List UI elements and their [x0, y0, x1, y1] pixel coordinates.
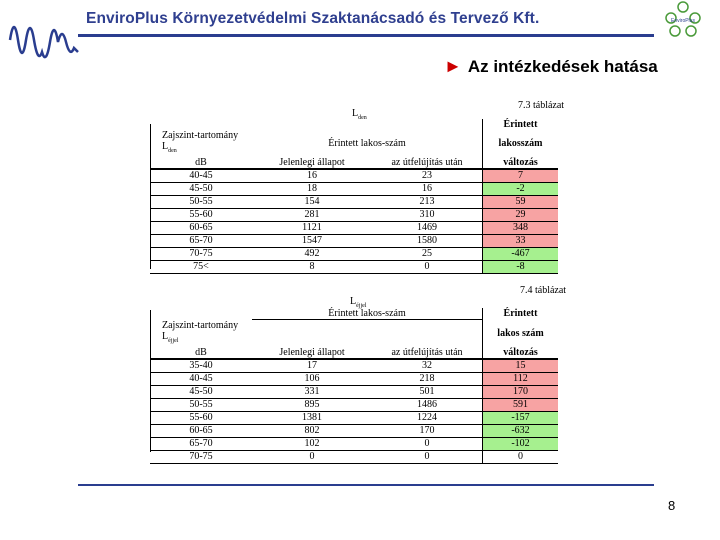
current-cell: 492 [252, 248, 372, 261]
change-cell: 591 [483, 398, 559, 411]
table-row [150, 222, 558, 235]
after-cell: 310 [372, 209, 483, 222]
change-cell: 112 [483, 372, 559, 385]
after-cell: 32 [372, 359, 483, 373]
table2-level-label: $L_{éjjel}$ [350, 296, 367, 309]
current-cell: 281 [252, 209, 372, 222]
table-row [150, 248, 558, 261]
after-cell: 501 [372, 385, 483, 398]
after-cell: 16 [372, 183, 483, 196]
header-divider [78, 34, 654, 37]
range-cell: 65-70 [150, 235, 252, 248]
current-cell: 102 [252, 437, 372, 450]
company-title: EnviroPlus Környezetvédelmi Szaktanácsadó és Tervező Kft. [86, 10, 540, 27]
table1-change-header-1: Érintett [483, 119, 559, 130]
table-row [150, 261, 558, 274]
after-cell: 1486 [372, 398, 483, 411]
range-cell: 40-45 [150, 169, 252, 183]
change-cell: -8 [483, 261, 559, 274]
change-cell: -632 [483, 424, 559, 437]
current-cell: 331 [252, 385, 372, 398]
after-cell: 1469 [372, 222, 483, 235]
current-cell: 18 [252, 183, 372, 196]
range-cell: 60-65 [150, 424, 252, 437]
change-cell: 33 [483, 235, 559, 248]
after-cell: 0 [372, 261, 483, 274]
table-row [150, 196, 558, 209]
range-cell: 45-50 [150, 385, 252, 398]
table2-after-header: az útfelújítás után [372, 347, 483, 359]
after-cell: 0 [372, 450, 483, 463]
table-row [150, 424, 558, 437]
table-row [150, 359, 558, 373]
change-cell: -2 [483, 183, 559, 196]
play-arrow-icon: ► [444, 56, 462, 76]
table2 [150, 308, 558, 464]
table-row [150, 398, 558, 411]
table1-change-header-2: lakosszám [483, 130, 559, 157]
current-cell: 1381 [252, 411, 372, 424]
table2-unit-header: dB [150, 347, 252, 359]
after-cell: 1224 [372, 411, 483, 424]
logo-wave-icon [8, 12, 80, 68]
table2-change-header-2: lakos szám [483, 320, 559, 347]
range-cell: 70-75 [150, 450, 252, 463]
range-cell: 40-45 [150, 372, 252, 385]
after-cell: 218 [372, 372, 483, 385]
range-cell: 50-55 [150, 196, 252, 209]
table1 [150, 119, 558, 274]
change-cell: 7 [483, 169, 559, 183]
after-cell: 170 [372, 424, 483, 437]
current-cell: 1121 [252, 222, 372, 235]
range-cell: 75< [150, 261, 252, 274]
table1-range-header: Zajszint-tartomány $L_{den}$ [162, 130, 239, 154]
current-cell: 17 [252, 359, 372, 373]
change-cell: -157 [483, 411, 559, 424]
current-cell: 1547 [252, 235, 372, 248]
range-cell: 65-70 [150, 437, 252, 450]
enviroplus-logo-icon [662, 0, 704, 40]
table2-range-header: Zajszint-tartomány $L_{éjjel}$ [162, 319, 239, 344]
current-cell: 0 [252, 450, 372, 463]
range-cell: 60-65 [150, 222, 252, 235]
footer-divider [78, 484, 654, 486]
table-row [150, 235, 558, 248]
range-cell: 50-55 [150, 398, 252, 411]
table2-caption: 7.4 táblázat [520, 285, 567, 296]
table-row [150, 437, 558, 450]
table1-change-header-3: változás [483, 157, 559, 169]
table1-after-header: az útfelújítás után [372, 157, 483, 169]
change-cell: 15 [483, 359, 559, 373]
table2-change-header-3: változás [483, 347, 559, 359]
change-cell: 59 [483, 196, 559, 209]
range-cell: 55-60 [150, 209, 252, 222]
page-number: 8 [668, 498, 676, 513]
svg-text:EnviroPlus: EnviroPlus [671, 18, 695, 24]
current-cell: 154 [252, 196, 372, 209]
table1-caption: 7.3 táblázat [518, 100, 565, 111]
after-cell: 25 [372, 248, 483, 261]
table2-change-header-1: Érintett [483, 308, 559, 320]
after-cell: 1580 [372, 235, 483, 248]
table2-group-header: Érintett lakos-szám [328, 308, 406, 319]
change-cell: -102 [483, 437, 559, 450]
table1-current-header: Jelenlegi állapot [252, 157, 372, 169]
after-cell: 213 [372, 196, 483, 209]
table-row [150, 411, 558, 424]
table-row [150, 385, 558, 398]
current-cell: 16 [252, 169, 372, 183]
range-cell: 70-75 [150, 248, 252, 261]
table2-current-header: Jelenlegi állapot [252, 347, 372, 359]
after-cell: 0 [372, 437, 483, 450]
table-row [150, 209, 558, 222]
after-cell: 23 [372, 169, 483, 183]
change-cell: 0 [483, 450, 559, 463]
slide-subtitle: ► Az intézkedések hatása [444, 56, 658, 76]
current-cell: 802 [252, 424, 372, 437]
change-cell: -467 [483, 248, 559, 261]
change-cell: 29 [483, 209, 559, 222]
table1-level-label: $L_{den}$ [352, 108, 367, 121]
range-cell: 45-50 [150, 183, 252, 196]
change-cell: 348 [483, 222, 559, 235]
range-cell: 55-60 [150, 411, 252, 424]
table1-group-header: Érintett lakos-szám [328, 138, 406, 149]
current-cell: 895 [252, 398, 372, 411]
table-row [150, 450, 558, 463]
table1-unit-header: dB [150, 157, 252, 169]
range-cell: 35-40 [150, 359, 252, 373]
current-cell: 106 [252, 372, 372, 385]
change-cell: 170 [483, 385, 559, 398]
table-row [150, 183, 558, 196]
current-cell: 8 [252, 261, 372, 274]
table-row [150, 372, 558, 385]
table-row [150, 169, 558, 183]
